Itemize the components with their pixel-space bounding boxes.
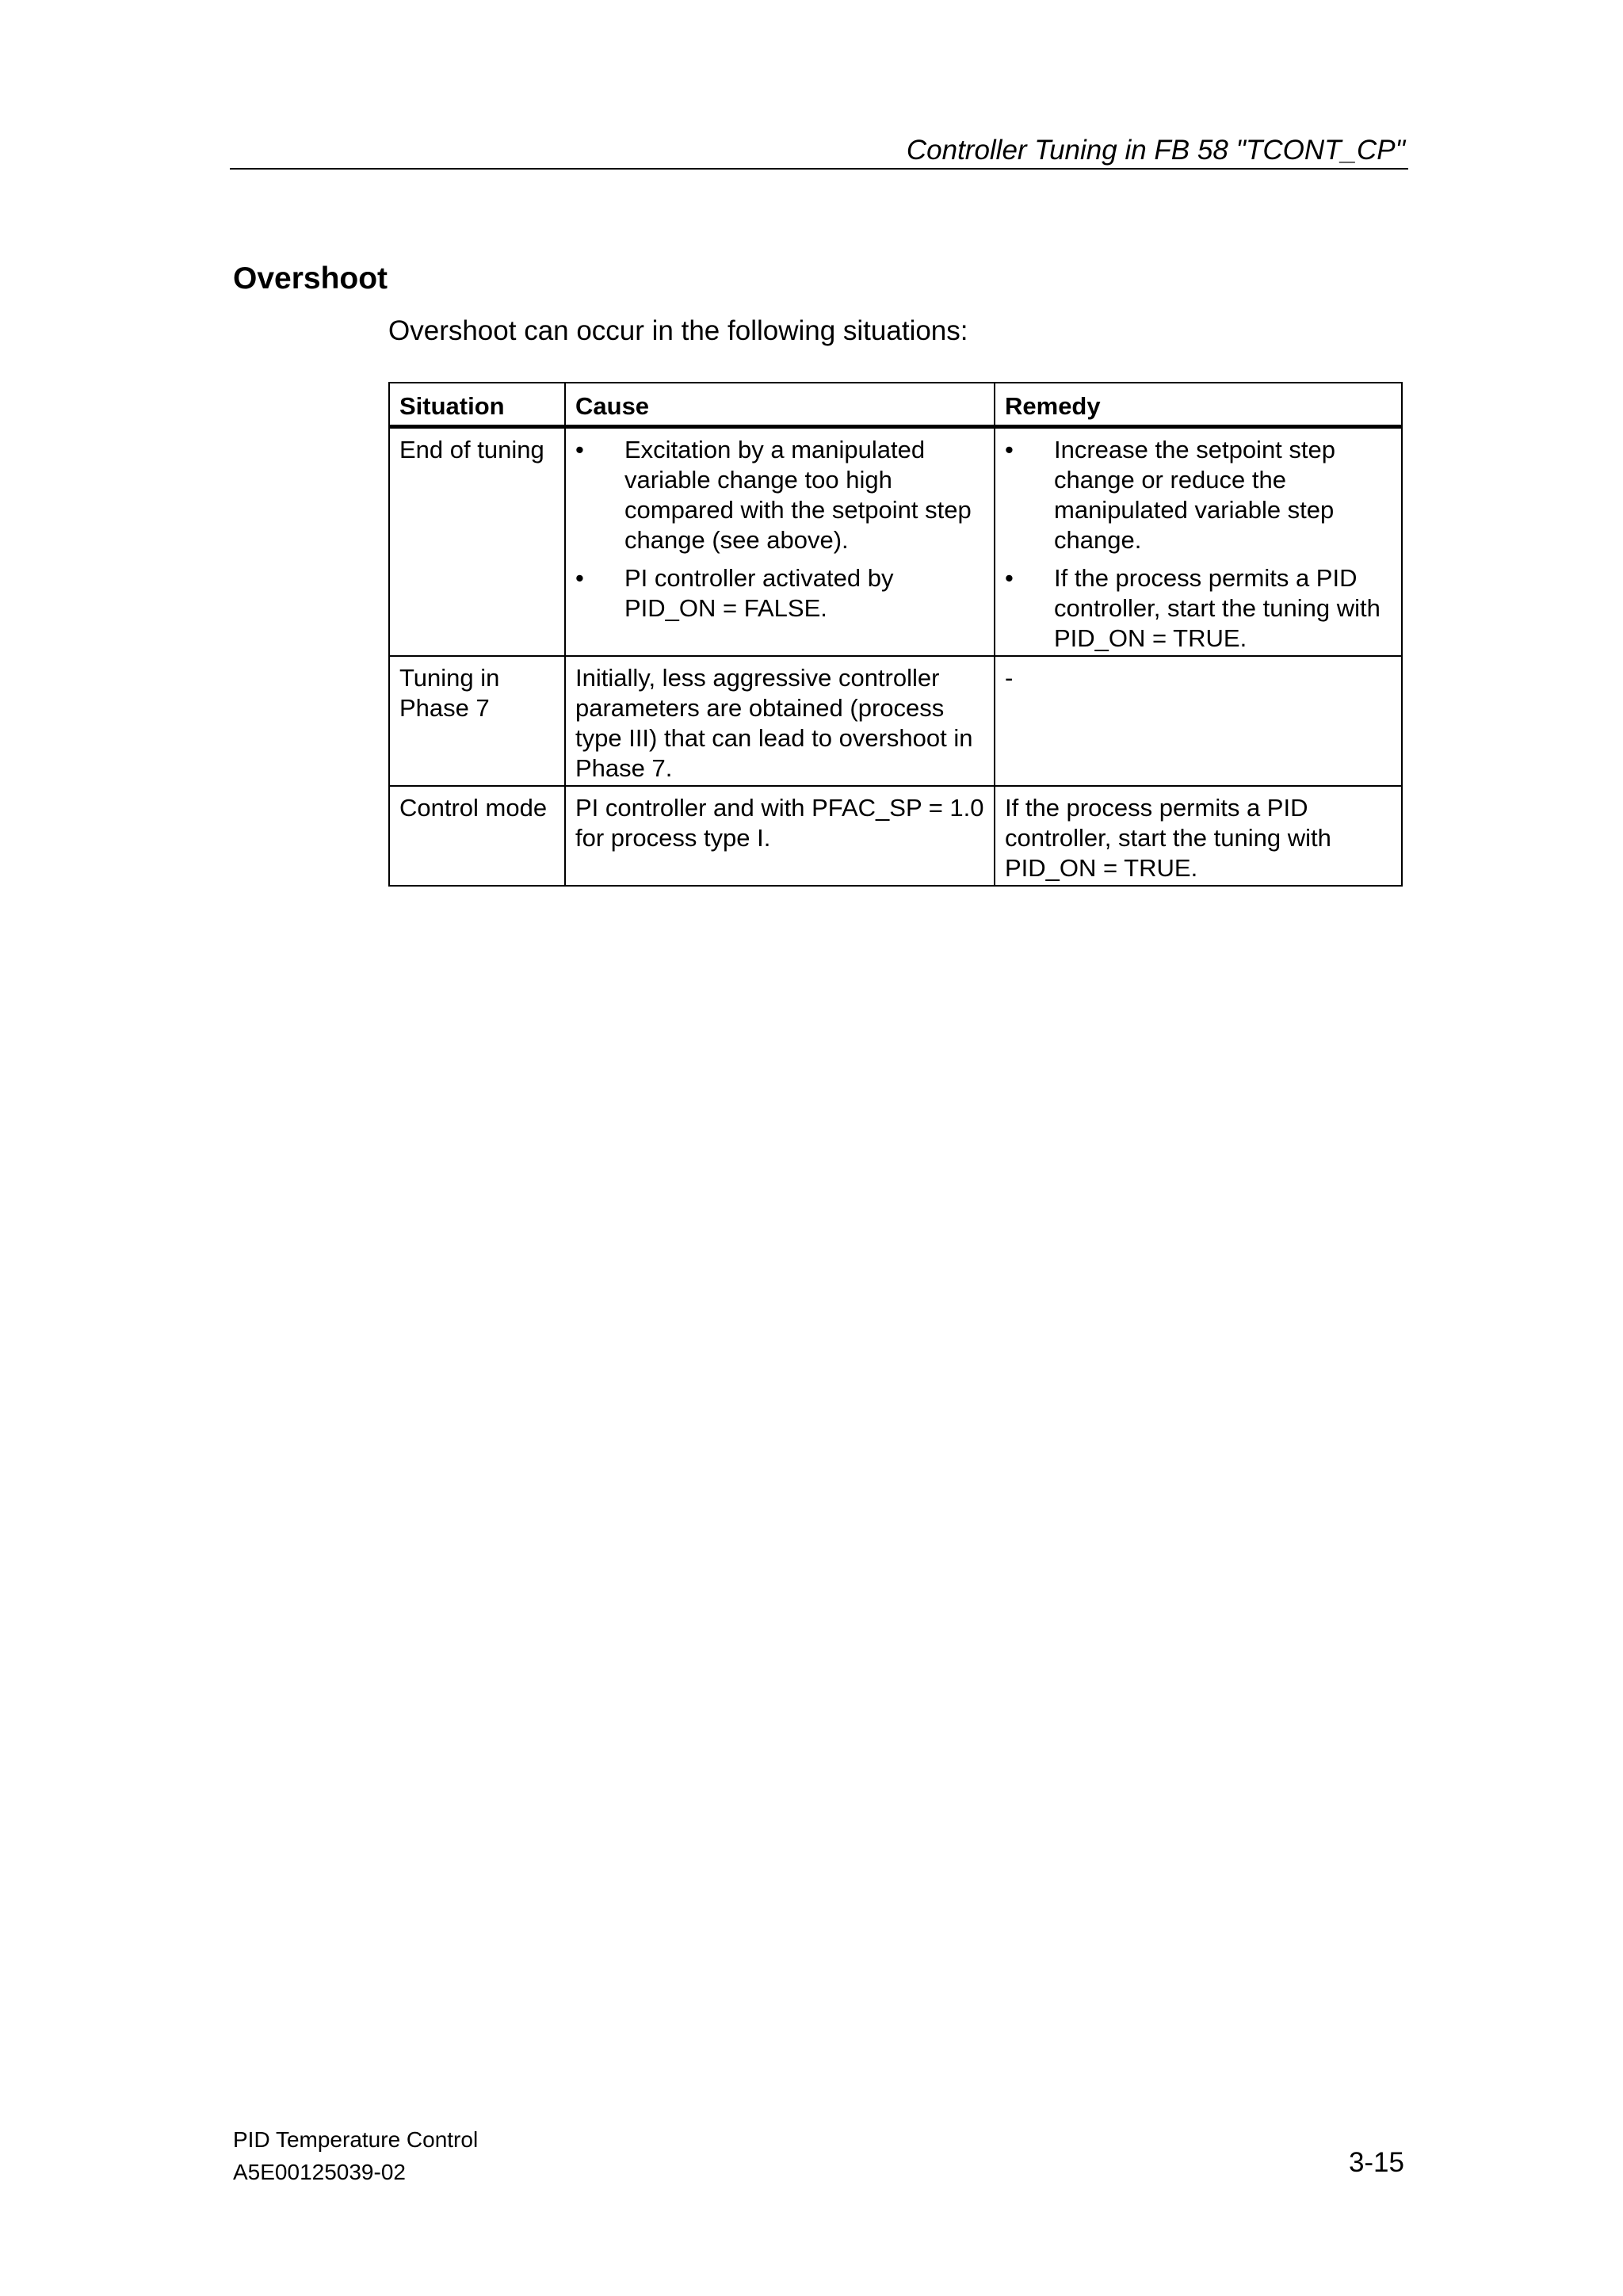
bullet-item bbox=[575, 435, 984, 555]
bullet-item bbox=[1005, 435, 1392, 555]
bullet-text: If the process permits a PID controller, start the tuning with PID_ON = TRUE. bbox=[1054, 564, 1381, 652]
bullet-item bbox=[1005, 563, 1392, 654]
header-situation: Situation bbox=[389, 383, 565, 427]
cause-cell bbox=[565, 427, 995, 657]
situation-cell: End of tuning bbox=[389, 427, 565, 657]
bullet-icon: • bbox=[575, 564, 584, 592]
remedy-cell: - bbox=[995, 656, 1402, 786]
remedy-bullet-list bbox=[1005, 435, 1392, 654]
remedy-cell bbox=[995, 427, 1402, 657]
footer-doc-title: PID Temperature Control bbox=[233, 2127, 479, 2152]
bullet-text: Increase the setpoint step change or reduce the manipulated variable step change. bbox=[1054, 436, 1336, 554]
running-header-title: Controller Tuning in FB 58 "TCONT_CP" bbox=[906, 135, 1405, 166]
cause-cell: PI controller and with PFAC_SP = 1.0 for process type I. bbox=[565, 786, 995, 886]
situation-cell: Control mode bbox=[389, 786, 565, 886]
bullet-icon: • bbox=[1005, 564, 1014, 592]
cause-cell: Initially, less aggressive controller parameters are obtained (process type III) that can lead to overshoot in Phase 7. bbox=[565, 656, 995, 786]
bullet-text: Excitation by a manipulated variable change too high compared with the setpoint step change (see above). bbox=[624, 436, 972, 554]
footer-document-info bbox=[233, 2123, 478, 2188]
table-row bbox=[389, 786, 1402, 886]
table-row bbox=[389, 656, 1402, 786]
bullet-icon: • bbox=[1005, 436, 1014, 463]
table-header-row bbox=[389, 383, 1402, 427]
header-cause: Cause bbox=[565, 383, 995, 427]
situation-cell: Tuning in Phase 7 bbox=[389, 656, 565, 786]
overshoot-table bbox=[388, 382, 1403, 887]
cause-bullet-list bbox=[575, 435, 984, 624]
bullet-text: PI controller activated by PID_ON = FALSE. bbox=[624, 564, 894, 622]
page-number: 3-15 bbox=[1348, 2147, 1404, 2178]
footer-doc-number: A5E00125039-02 bbox=[233, 2160, 406, 2184]
intro-paragraph: Overshoot can occur in the following situations: bbox=[388, 315, 968, 346]
section-title: Overshoot bbox=[233, 261, 388, 296]
remedy-cell: If the process permits a PID controller, start the tuning with PID_ON = TRUE. bbox=[995, 786, 1402, 886]
bullet-item bbox=[575, 563, 984, 624]
table-row bbox=[389, 427, 1402, 657]
bullet-icon: • bbox=[575, 436, 584, 463]
running-header bbox=[230, 127, 1408, 170]
header-remedy: Remedy bbox=[995, 383, 1402, 427]
